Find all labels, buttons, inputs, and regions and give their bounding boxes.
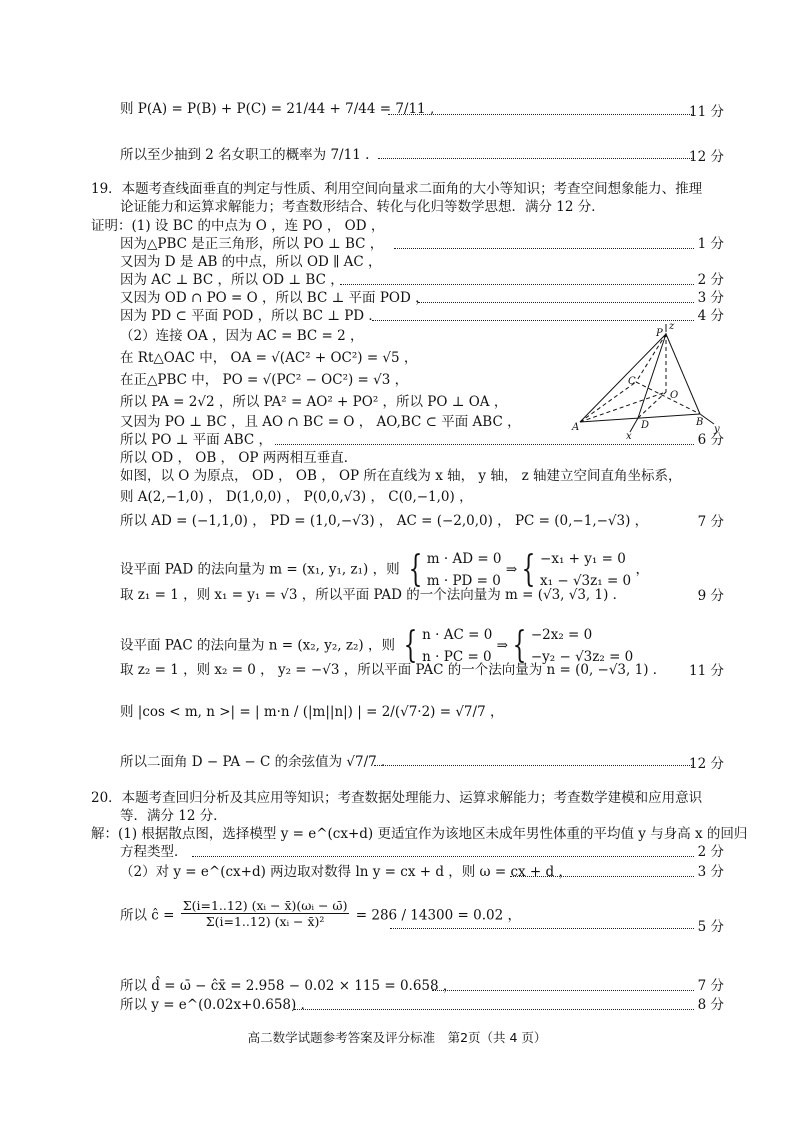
c-hat-line: [120, 898, 521, 929]
score: 3 分: [697, 864, 724, 880]
tetrahedron-figure: [568, 322, 720, 440]
proof-line: 所以 AD = (−1,1,0) ， PD = (1,0,−√3) ， AC = (−2,0,0) ， PC = (0,−1,−√3) ，: [120, 513, 649, 529]
q19-heading: 19．本题考查线面垂直的判定与性质、利用空间向量求二面角的大小等知识；考查空间想象能力、推理: [91, 181, 703, 197]
implies: ⇒: [496, 637, 508, 654]
score-leader: [510, 876, 694, 877]
proof-conclusion: 所以二面角 D − PA − C 的余弦值为 √7/7 ．: [120, 754, 395, 770]
label-y: y: [714, 424, 720, 435]
pac-normal-text: 设平面 PAC 的法向量为 n = (x₂, y₂, z₂) ，则: [120, 637, 395, 654]
c-hat-numerator: Σ(i=1..12) (xᵢ − x̄)(ωᵢ − ω̄): [182, 898, 348, 913]
q20-heading-cont: 等．满分 12 分．: [120, 808, 227, 824]
pad-res1: −x₁ + y₁ = 0: [540, 551, 626, 567]
prob-line: 则 P(A) = P(B) + P(C) = 21/44 + 7/44 = 7/11 ,: [120, 101, 435, 117]
score-leader: [374, 765, 692, 766]
proof-line: 取 z₂ = 1 ，则 x₂ = 0 ， y₂ = −√3 ，所以平面 PAC 的一个法向量为 n = (0, −√3, 1) ．: [120, 662, 667, 678]
proof-line: 如图，以 O 为原点， OD ， OB ， OP 所在直线为 x 轴， y 轴， z 轴建立空间直角坐标系，: [120, 468, 682, 484]
label-x: x: [626, 431, 632, 440]
edge-ab: [580, 414, 700, 422]
label-p: P: [656, 328, 663, 339]
score-leader: [418, 302, 694, 303]
pac-eq1: n · AC = 0: [422, 627, 493, 643]
score: 11 分: [689, 663, 724, 679]
proof-line: （2）连接 OA ，因为 AC = BC = 2 ，: [120, 328, 364, 344]
prob-conclusion: 所以至少抽到 2 名女职工的概率为 7/11 .: [120, 147, 370, 163]
axis-x: [630, 418, 638, 432]
proof-line: 取 z₁ = 1 ，则 x₁ = y₁ = √3 ，所以平面 PAD 的一个法向量为 m = (√3, √3, 1) ．: [120, 587, 627, 603]
score-leader: [378, 158, 694, 159]
pad-eq2: m · PD = 0: [426, 573, 501, 589]
edge-pa: [580, 334, 666, 422]
pad-eq1: m · AD = 0: [426, 551, 502, 567]
proof-line: 所以 PO ⊥ 平面 ABC ，: [120, 432, 273, 448]
proof-line: 设平面 PAD 的法向量为 m = (x₁, y₁, z₁) ，则 { m · AD = 0 m · PD = 0 ⇒ { −x₁ + y₁ = 0 x₁ − √3z₁ = 0 ，: [120, 549, 649, 590]
score-leader: [275, 444, 694, 445]
proof-line: 又因为 PO ⊥ BC ，且 AO ∩ BC = O ， AO,BC ⊂ 平面 ABC ，: [120, 414, 521, 430]
brace: {: [521, 549, 536, 590]
label-b: B: [696, 417, 704, 428]
label-a: A: [572, 422, 580, 433]
label-o: O: [670, 390, 679, 401]
label-z: z: [669, 322, 675, 332]
score: 12 分: [689, 149, 724, 165]
proof-line: 所以 PA = 2√2 ，所以 PA² = AO² + PO² ，所以 PO ⊥ OA ，: [120, 394, 508, 410]
edge-pc: [636, 334, 666, 382]
score-leader: [340, 284, 694, 285]
score-leader: [432, 990, 694, 991]
pac-res2: −y₂ − √3z₂ = 0: [530, 649, 634, 665]
solution-line: 所以 y = e^(0.02x+0.658) ．: [120, 997, 315, 1013]
implies: ⇒: [505, 561, 518, 578]
q19-heading-cont: 论证能力和运算求解能力；考查数形结合、转化与化归等数学思想．满分 12 分．: [120, 199, 605, 215]
score: 8 分: [697, 997, 724, 1013]
proof-line: 又因为 OD ∩ PO = O ，所以 BC ⊥ 平面 POD ，: [120, 290, 429, 306]
c-hat-denominator: Σ(i=1..12) (xᵢ − x̄)²: [205, 914, 325, 929]
edge-cb: [636, 382, 700, 414]
score: 2 分: [697, 272, 724, 288]
c-hat-value: = 286 / 14300 = 0.02 ，: [355, 907, 521, 924]
brace: {: [512, 625, 527, 666]
score: 7 分: [697, 978, 724, 994]
score: 1 分: [697, 236, 724, 252]
score: 9 分: [697, 588, 724, 604]
score: 2 分: [697, 844, 724, 860]
proof-line: 在正△PBC 中， PO = √(PC² − OC²) = √3 ，: [120, 372, 409, 388]
proof-line: 所以 OD ， OB ， OP 两两相互垂直．: [120, 450, 358, 466]
brace: {: [403, 625, 418, 666]
label-c: C: [628, 376, 636, 387]
pac-res1: −2x₂ = 0: [530, 627, 593, 643]
c-hat-fraction: [181, 898, 350, 929]
score: 3 分: [697, 290, 724, 306]
brace: {: [408, 549, 423, 590]
solution-line: 方程类型．: [120, 844, 188, 860]
proof-line: 在 Rt△OAC 中， OA = √(AC² + OC²) = √5 ，: [120, 350, 418, 366]
solution-line: 所以 d̂ = ω̄ − ĉx̄ = 2.958 − 0.02 × 115 = 0.658 ，: [120, 978, 457, 994]
proof-line: 又因为 D 是 AB 的中点，所以 OD ∥ AC ，: [120, 254, 382, 270]
score: 11 分: [689, 104, 724, 120]
label-d: D: [641, 420, 650, 431]
edge-pd: [638, 334, 666, 418]
score-leader: [294, 1009, 694, 1010]
solution-line: 解：(1) 根据散点图，选择模型 y = e^(cx+d) 更适宜作为该地区未成年男性体重的平均值 y 与身高 x 的回归: [91, 826, 748, 842]
pac-eq2: n · PC = 0: [422, 649, 492, 665]
score-leader: [372, 320, 694, 321]
score: 4 分: [697, 308, 724, 324]
pad-normal-text: 设平面 PAD 的法向量为 m = (x₁, y₁, z₁) ，则: [120, 561, 400, 578]
score-leader: [192, 856, 694, 857]
cosine-line: 则 |cos < m, n >| = | m·n / (|m||n|) | = 2/(√7·2) = √7/7 ，: [120, 704, 504, 720]
score-leader: [394, 248, 694, 249]
score-leader: [390, 928, 694, 929]
score: 6 分: [697, 432, 724, 448]
page-footer: 高二数学试题参考答案及评分标准 第2页（共 4 页）: [247, 1030, 547, 1045]
q20-heading: 20．本题考查回归分析及其应用等知识；考查数据处理能力、运算求解能力；考查数学建模和应用意识: [91, 790, 703, 806]
solution-line: （2）对 y = e^(cx+d) 两边取对数得 ln y = cx + d ，则 ω = cx + d ，: [120, 864, 572, 880]
edge-pb: [666, 334, 700, 414]
proof-line: 因为△PBC 是正三角形，所以 PO ⊥ BC ，: [120, 236, 384, 252]
proof-line: 证明：(1) 设 BC 的中点为 O ，连 PO ， OD ，: [91, 218, 385, 234]
score-leader: [388, 114, 692, 115]
pad-res2: x₁ − √3z₁ = 0: [540, 573, 632, 589]
proof-line: 因为 AC ⊥ BC ，所以 OD ⊥ BC ，: [120, 272, 344, 288]
c-hat-label: 所以 ĉ =: [120, 907, 175, 924]
proof-line: 则 A(2,−1,0) ， D(1,0,0) ， P(0,0,√3) ， C(0,−1,0) ，: [120, 489, 473, 505]
proof-line: 因为 PD ⊂ 平面 POD ，所以 BC ⊥ PD ．: [120, 308, 382, 324]
edge-ac: [580, 382, 636, 422]
score: 7 分: [697, 514, 724, 530]
score: 5 分: [697, 919, 724, 935]
score: 12 分: [689, 756, 724, 772]
